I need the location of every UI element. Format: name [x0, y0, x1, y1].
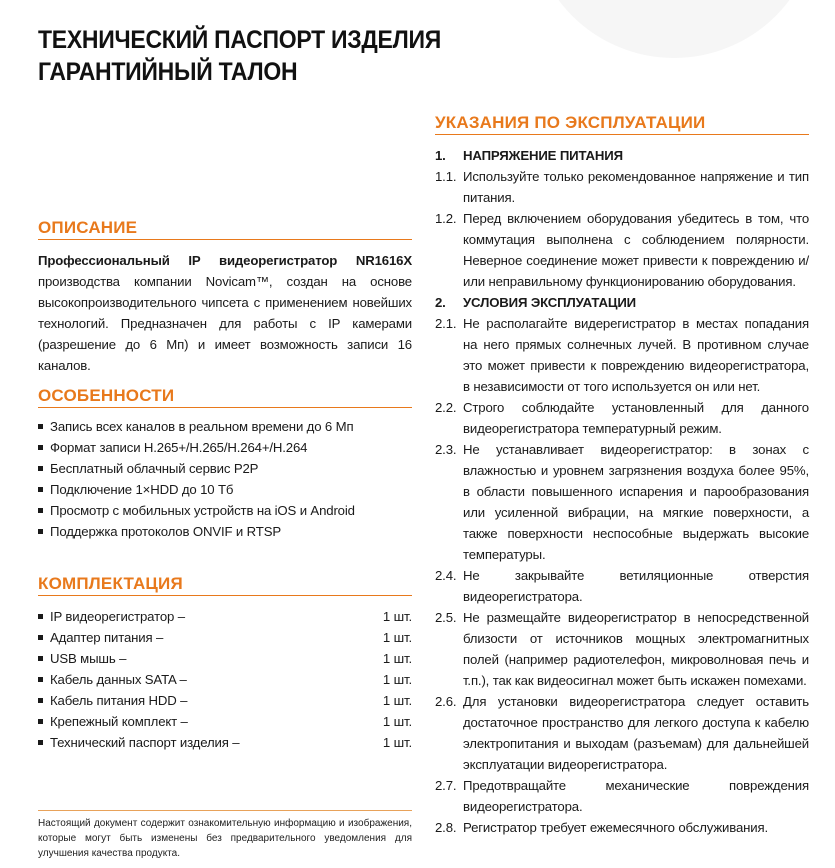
footer-disclaimer: Настоящий документ содержит ознакомительную информацию и изображения, которые могут быть изменены без предварительного уведомления для улучшения качества продукта.	[38, 818, 412, 859]
package-item-name: Адаптер питания –	[50, 630, 164, 645]
package-item-qty: 1 шт.	[382, 672, 412, 687]
instruction-text: Предотвращайте механические повреждения видеорегистратора.	[463, 778, 809, 814]
package-item-name: Кабель данных SATA –	[50, 672, 187, 687]
instruction-number: 2.5.	[435, 610, 457, 625]
footer-divider	[38, 810, 412, 811]
instruction-number: 2.2.	[435, 400, 457, 415]
instruction-item	[435, 313, 809, 397]
instruction-item	[435, 607, 809, 691]
features-section	[38, 386, 412, 542]
package-item-qty: 1 шт.	[382, 714, 412, 729]
instruction-item	[435, 775, 809, 817]
feature-item: Формат записи H.265+/H.265/H.264+/H.264	[38, 437, 412, 458]
title-line-1: ТЕХНИЧЕСКИЙ ПАСПОРТ ИЗДЕЛИЯ	[38, 26, 441, 54]
page-title	[38, 24, 441, 88]
section-heading-features: ОСОБЕННОСТИ	[38, 386, 412, 408]
section-heading-description: ОПИСАНИЕ	[38, 218, 412, 240]
instruction-number: 2.3.	[435, 442, 457, 457]
instruction-item	[435, 166, 809, 208]
package-item-qty: 1 шт.	[382, 693, 412, 708]
decorative-circle	[530, 0, 818, 58]
instruction-number: 1.	[435, 148, 446, 163]
instruction-item	[435, 208, 809, 292]
features-list	[38, 416, 412, 542]
description-section	[38, 218, 412, 376]
instruction-text: Перед включением оборудования убедитесь в том, что коммутация выполнена с соблюдением полярности. Неверное соединение может привести к повреждению и/или неправильному функционированию оборудования.	[463, 211, 809, 289]
package-item-name: Технический паспорт изделия –	[50, 735, 240, 750]
package-item	[38, 711, 412, 732]
package-item-qty: 1 шт.	[382, 651, 412, 666]
package-item	[38, 732, 412, 753]
package-item-qty: 1 шт.	[382, 609, 412, 624]
section-heading-instructions: УКАЗАНИЯ ПО ЭКСПЛУАТАЦИИ	[435, 113, 809, 135]
package-item	[38, 648, 412, 669]
instruction-text: УСЛОВИЯ ЭКСПЛУАТАЦИИ	[463, 295, 636, 310]
description-text	[38, 250, 412, 376]
instruction-text: Используйте только рекомендованное напряжение и тип питания.	[463, 169, 809, 205]
instruction-number: 2.8.	[435, 820, 457, 835]
instruction-item	[435, 397, 809, 439]
feature-item: Подключение 1×HDD до 10 Тб	[38, 479, 412, 500]
instruction-text: Не устанавливает видеорегистратор: в зонах с влажностью и уровнем загрязнения воздуха более 95%, в области повышенного испарения и парообразования или усиленной вибрации, на мягкие поверхности, а также поверхности неспособные выдержать высокие температуры.	[463, 442, 809, 562]
instructions-list	[435, 145, 809, 838]
description-bold-lead: Профессиональный IP видеорегистратор NR1616X	[38, 253, 412, 268]
instruction-text: Не закрывайте ветиляционные отверстия видеорегистратора.	[463, 568, 809, 604]
instruction-heading	[435, 292, 809, 313]
instructions-section	[435, 113, 809, 838]
package-item-name: Крепежный комплект –	[50, 714, 188, 729]
instruction-text: Регистратор требует ежемесячного обслуживания.	[463, 820, 769, 835]
title-line-2: ГАРАНТИЙНЫЙ ТАЛОН	[38, 58, 298, 86]
instruction-text: Не размещайте видеорегистратор в непосредственной близости от источников мощных электромагнитных полей (например радиотелефон, микроволновая печь и т.п.), так как видеосигнал может быть искажен помехами.	[463, 610, 809, 688]
package-item	[38, 690, 412, 711]
feature-item: Просмотр с мобильных устройств на iOS и Android	[38, 500, 412, 521]
package-section	[38, 574, 412, 753]
feature-item: Запись всех каналов в реальном времени до 6 Мп	[38, 416, 412, 437]
package-item	[38, 606, 412, 627]
instruction-text: НАПРЯЖЕНИЕ ПИТАНИЯ	[463, 148, 623, 163]
instruction-heading	[435, 145, 809, 166]
instruction-text: Не располагайте видерегистратор в местах попадания на него прямых солнечных лучей. В противном случае это может привести к повреждению видеорегистратора, в независимости от того используется он или нет.	[463, 316, 809, 394]
instruction-number: 2.4.	[435, 568, 457, 583]
instruction-number: 2.6.	[435, 694, 457, 709]
instruction-text: Строго соблюдайте установленный для данного видеорегистратора температурный режим.	[463, 400, 809, 436]
package-item-name: Кабель питания HDD –	[50, 693, 188, 708]
package-item-name: IP видеорегистратор –	[50, 609, 185, 624]
feature-item: Бесплатный облачный сервис P2P	[38, 458, 412, 479]
package-list	[38, 606, 412, 753]
instruction-item	[435, 817, 809, 838]
section-heading-package: КОМПЛЕКТАЦИЯ	[38, 574, 412, 596]
package-item-name: USB мышь –	[50, 651, 127, 666]
instruction-number: 2.1.	[435, 316, 457, 331]
package-item	[38, 627, 412, 648]
feature-item: Поддержка протоколов ONVIF и RTSP	[38, 521, 412, 542]
instruction-number: 1.2.	[435, 211, 457, 226]
description-body: производства компании Novicam™, создан на основе высокопроизводительного чипсета с применением новейших технологий. Предназначен для работы с IP камерами (разрешение до 6 Мп) и имеет возможность записи 16 каналов.	[38, 274, 412, 373]
instruction-item	[435, 565, 809, 607]
instruction-item	[435, 691, 809, 775]
instruction-number: 2.	[435, 295, 446, 310]
package-item	[38, 669, 412, 690]
package-item-qty: 1 шт.	[382, 735, 412, 750]
instruction-text: Для установки видеорегистратора следует оставить достаточное пространство для легкого доступа к кабелю электропитания и выходам (разъемам) для дальнейшей эксплуатации видеорегистратора.	[463, 694, 809, 772]
instruction-number: 2.7.	[435, 778, 457, 793]
instruction-number: 1.1.	[435, 169, 457, 184]
package-item-qty: 1 шт.	[382, 630, 412, 645]
instruction-item	[435, 439, 809, 565]
